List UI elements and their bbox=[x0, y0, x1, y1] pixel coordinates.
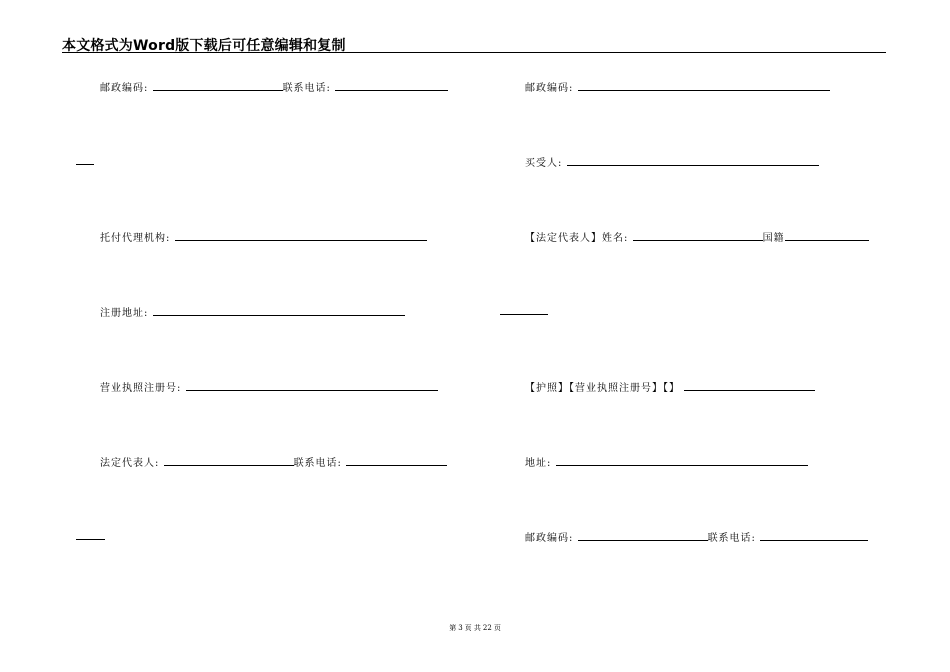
left-continuation-line-1[interactable] bbox=[76, 164, 94, 165]
reg-address-field[interactable] bbox=[153, 305, 405, 316]
right-legal-rep-name-field[interactable] bbox=[633, 230, 763, 241]
legal-rep-phone-label: 联系电话: bbox=[293, 458, 342, 469]
biz-reg-label: 营业执照注册号: bbox=[100, 383, 182, 394]
footer-mid: 页 共 bbox=[464, 624, 481, 632]
buyer-field[interactable] bbox=[567, 155, 819, 166]
footer-page-number: 3 bbox=[458, 624, 463, 632]
passport-row bbox=[525, 380, 815, 395]
legal-rep-row bbox=[100, 455, 447, 470]
buyer-label: 买受人: bbox=[525, 158, 563, 169]
legal-rep-field[interactable] bbox=[164, 455, 294, 466]
right-phone2-field[interactable] bbox=[760, 530, 868, 541]
right-phone2-label: 联系电话: bbox=[707, 533, 756, 544]
left-postcode-label: 邮政编码: bbox=[100, 83, 149, 94]
buyer-row bbox=[525, 155, 819, 170]
right-legal-rep-label: 【法定代表人】姓名: bbox=[525, 233, 629, 244]
left-postcode-field[interactable] bbox=[153, 80, 283, 91]
passport-field[interactable] bbox=[684, 380, 815, 391]
address-label: 地址: bbox=[525, 458, 552, 469]
footer-suffix: 页 bbox=[493, 624, 501, 632]
footer-total-pages: 22 bbox=[482, 624, 492, 632]
right-postcode-label: 邮政编码: bbox=[525, 83, 574, 94]
agent-row bbox=[100, 230, 427, 245]
left-continuation-line-2[interactable] bbox=[76, 539, 105, 540]
passport-label: 【护照】【营业执照注册号】【】 bbox=[525, 383, 680, 394]
right-legal-rep-row bbox=[525, 230, 869, 245]
left-postcode-phone-row bbox=[100, 80, 448, 95]
right-postcode-field[interactable] bbox=[578, 80, 830, 91]
reg-address-label: 注册地址: bbox=[100, 308, 149, 319]
header-divider bbox=[62, 52, 886, 53]
legal-rep-label: 法定代表人: bbox=[100, 458, 160, 469]
right-continuation-line[interactable] bbox=[500, 314, 548, 315]
agent-field[interactable] bbox=[175, 230, 427, 241]
right-postcode2-label: 邮政编码: bbox=[525, 533, 574, 544]
address-field[interactable] bbox=[556, 455, 808, 466]
left-phone-label: 联系电话: bbox=[282, 83, 331, 94]
agent-label: 托付代理机构: bbox=[100, 233, 171, 244]
right-postcode2-field[interactable] bbox=[578, 530, 708, 541]
nationality-label: 国籍 bbox=[762, 233, 785, 244]
address-row bbox=[525, 455, 808, 470]
page-footer bbox=[0, 623, 950, 633]
biz-reg-row bbox=[100, 380, 438, 395]
footer-prefix: 第 bbox=[449, 624, 457, 632]
nationality-field[interactable] bbox=[785, 230, 869, 241]
right-postcode-phone-row bbox=[525, 530, 868, 545]
legal-rep-phone-field[interactable] bbox=[346, 455, 447, 466]
document-header-title: 本文格式为Word版下载后可任意编辑和复制 bbox=[62, 38, 346, 54]
reg-address-row bbox=[100, 305, 405, 320]
right-postcode-row bbox=[525, 80, 830, 95]
left-phone-field[interactable] bbox=[335, 80, 448, 91]
biz-reg-field[interactable] bbox=[186, 380, 438, 391]
